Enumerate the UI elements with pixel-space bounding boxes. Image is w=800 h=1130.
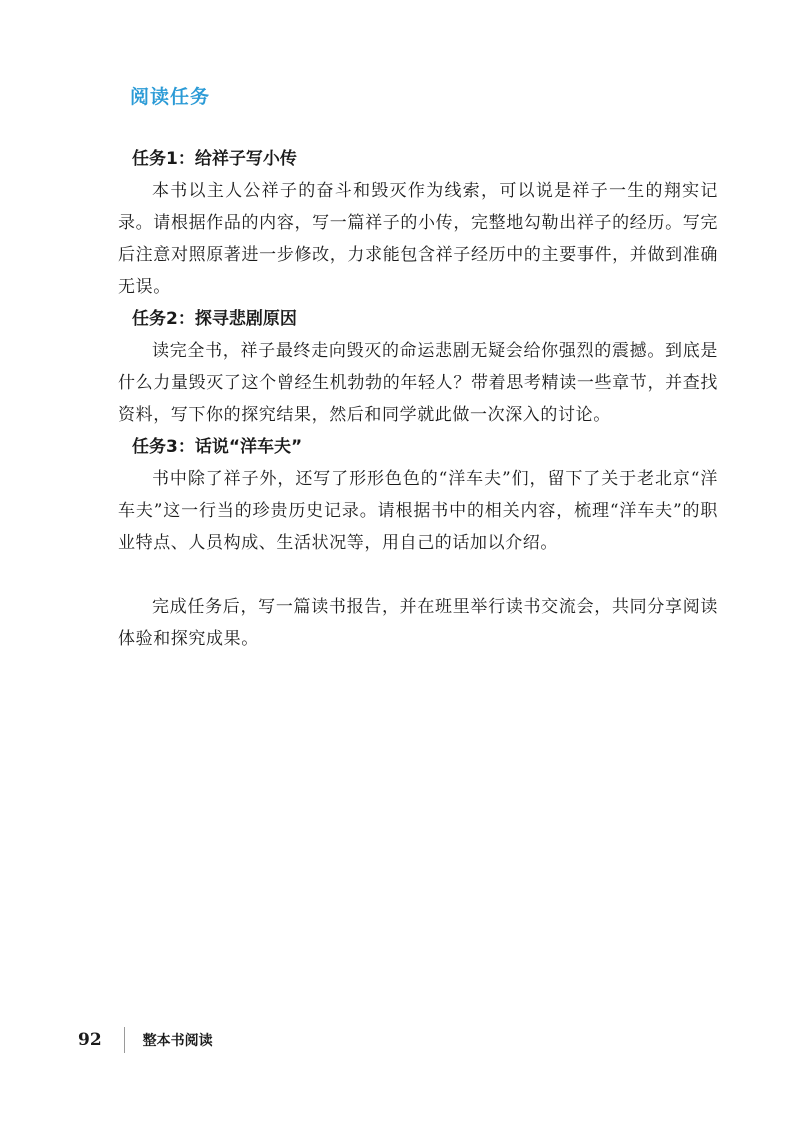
task-2-body: 读完全书，祥子最终走向毁灭的命运悲剧无疑会给你强烈的震撼。到底是什么力量毁灭了这个曾经生机勃勃的年轻人？带着思考精读一些章节，并查找资料，写下你的探究结果，然后和同学就此做一次深入的讨论。 [118,341,718,425]
task-3 [118,431,718,559]
task-1-title: 任务1：给祥子写小传 [132,149,297,169]
task-3-title: 任务3：话说“洋车夫” [132,437,303,457]
section-heading: 阅读任务 [130,86,211,108]
task-list [118,143,718,655]
task-1 [118,143,718,303]
page-number: 92 [78,1030,102,1050]
running-title: 整本书阅读 [142,1033,213,1049]
task-2-title: 任务2：探寻悲剧原因 [132,309,297,329]
footer-divider [124,1027,125,1053]
closing-paragraph: 完成任务后，写一篇读书报告，并在班里举行读书交流会，共同分享阅读体验和探究成果。 [118,597,718,649]
page-footer [78,1027,213,1053]
task-1-body: 本书以主人公祥子的奋斗和毁灭作为线索，可以说是祥子一生的翔实记录。请根据作品的内容，写一篇祥子的小传，完整地勾勒出祥子的经历。写完后注意对照原著进一步修改，力求能包含祥子经历中的主要事件，并做到准确无误。 [118,181,718,297]
task-3-body: 书中除了祥子外，还写了形形色色的“洋车夫”们，留下了关于老北京“洋车夫”这一行当的珍贵历史记录。请根据书中的相关内容，梳理“洋车夫”的职业特点、人员构成、生活状况等，用自己的话加以介绍。 [118,469,718,553]
task-2 [118,303,718,431]
